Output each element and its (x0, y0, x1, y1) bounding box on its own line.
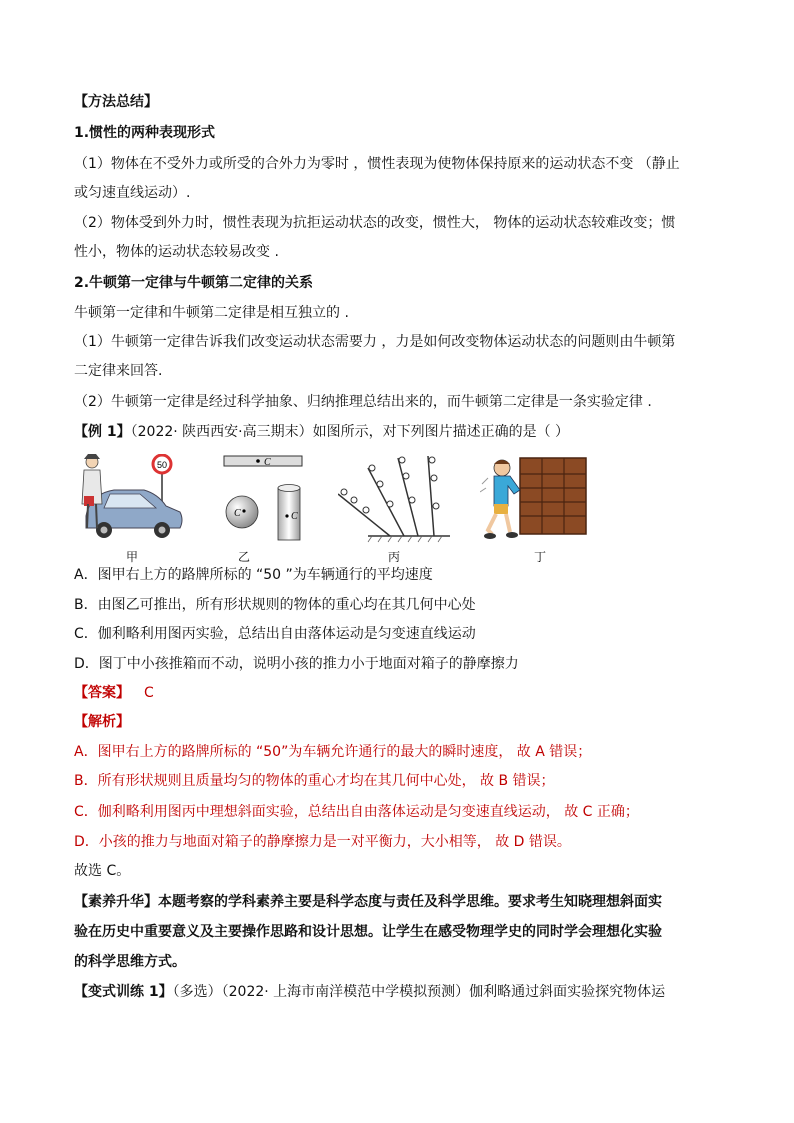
section-1-para-1-line-1: （1）物体在不受外力或所受的合外力为零时 ，惯性表现为使物体保持原来的运动状态不变 （静止 (74, 156, 680, 172)
section-1-para-1-line-2: 或匀速直线运动）. (74, 185, 191, 201)
analysis-b: B．所有形状规则且质量均匀的物体的重心才均在其几何中心处， 故 B 错误； (74, 773, 555, 789)
example-1-figures (74, 454, 754, 564)
option-b: B．由图乙可推出，所有形状规则的物体的重心均在其几何中心处 (74, 597, 476, 613)
svg-text:C: C (291, 511, 298, 522)
method-summary-header: 【方法总结】 (74, 94, 158, 110)
analysis-label: 【解析】 (74, 714, 130, 730)
literacy-line-3: 的科学思维方式。 (74, 954, 186, 970)
figure-jia-car (74, 454, 186, 544)
section-2-title: 2.牛顿第一定律与牛顿第二定律的关系 (74, 275, 314, 291)
section-2-intro: 牛顿第一定律和牛顿第二定律是相互独立的 . (74, 305, 349, 321)
literacy-line-2: 验在历史中重要意义及主要操作思路和设计思想。让学生在感受物理学史的同时学会理想化实验 (74, 924, 662, 940)
conclusion: 故选 C。 (74, 863, 131, 879)
figure-yi-centers-of-gravity (222, 454, 314, 544)
section-1-para-2-line-1: （2）物体受到外力时，惯性表现为抗拒运动状态的改变，惯性大， 物体的运动状态较难改变；惯 (74, 215, 676, 231)
option-c: C．伽利略利用图丙实验，总结出自由落体运动是匀变速直线运动 (74, 626, 476, 642)
section-2-para-1-line-1: （1）牛顿第一定律告诉我们改变运动状态需要力 ，力是如何改变物体运动状态的问题则由牛顿第 (74, 334, 676, 350)
variant-label: 【变式训练 1】 (74, 984, 173, 1000)
figure-ding-boy-pushing-box (480, 454, 592, 544)
figure-caption-yi: 乙 (237, 550, 250, 564)
analysis-a: A．图甲右上方的路牌所标的 “50”为车辆允许通行的最大的瞬时速度， 故 A 错误； (74, 744, 592, 760)
speed-sign-text: 50 (156, 460, 168, 470)
figure-caption-bing: 丙 (387, 550, 400, 564)
answer-row (74, 683, 154, 703)
example-1-question (74, 422, 569, 442)
section-1-title: 1.惯性的两种表现形式 (74, 125, 216, 141)
svg-text:C: C (234, 508, 241, 519)
example-1-text: （2022· 陕西西安·高三期末）如图所示，对下列图片描述正确的是（ ） (130, 424, 570, 440)
variant-text: （多选）（2022· 上海市南洋模范中学模拟预测）伽利略通过斜面实验探究物体运 (172, 984, 666, 1000)
answer-label: 【答案】 (74, 685, 130, 701)
figure-bing-inclined-planes (338, 454, 456, 544)
section-1-para-2-line-2: 性小，物体的运动状态较易改变 . (74, 244, 279, 260)
svg-text:C: C (264, 457, 271, 468)
figure-caption-jia: 甲 (125, 550, 138, 564)
analysis-c: C．伽利略利用图丙中理想斜面实验，总结出自由落体运动是匀变速直线运动， 故 C 正确； (74, 804, 639, 820)
analysis-d: D．小孩的推力与地面对箱子的静摩擦力是一对平衡力，大小相等， 故 D 错误。 (74, 834, 571, 850)
section-2-para-1-line-2: 二定律来回答. (74, 363, 163, 379)
answer-value: C (144, 685, 154, 701)
figure-caption-ding: 丁 (533, 550, 546, 564)
example-1-label: 【例 1】 (74, 424, 131, 440)
literacy-line-1: 【素养升华】本题考察的学科素养主要是科学态度与责任及科学思维。要求考生知晓理想斜面实 (74, 894, 662, 910)
option-d: D．图丁中小孩推箱而不动，说明小孩的推力小于地面对箱子的静摩擦力 (74, 656, 519, 672)
option-a: A．图甲右上方的路牌所标的 “50 ”为车辆通行的平均速度 (74, 567, 433, 583)
variant-training-1 (74, 982, 665, 1002)
section-2-para-2: （2）牛顿第一定律是经过科学抽象、归纳推理总结出来的，而牛顿第二定律是一条实验定律 . (74, 394, 652, 410)
